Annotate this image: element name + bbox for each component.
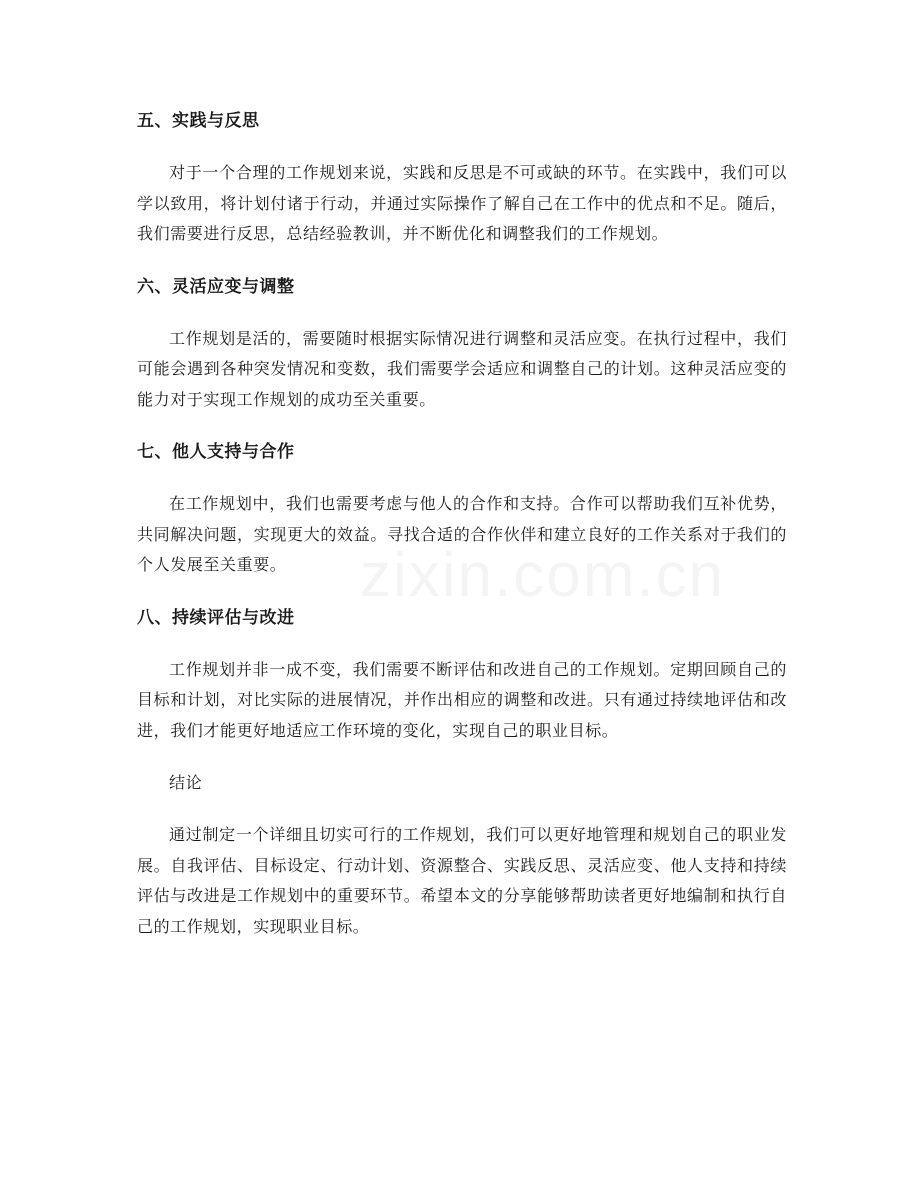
section-paragraph-5: 对于一个合理的工作规划来说，实践和反思是不可或缺的环节。在实践中，我们可以学以致用，将计划付诸于行动，并通过实际操作了解自己在工作中的优点和不足。随后，我们需要进行反思，总结经验教训，并不断优化和调整我们的工作规划。 — [137, 163, 787, 243]
conclusion-paragraph: 通过制定一个详细且切实可行的工作规划，我们可以更好地管理和规划自己的职业发展。自我评估、目标设定、行动计划、资源整合、实践反思、灵活应变、他人支持和持续评估与改进是工作规划中的重要环节。希望本文的分享能够帮助读者更好地编制和执行自己的工作规划，实现职业目标。 — [137, 825, 787, 936]
section-heading-6: 六、灵活应变与调整 — [137, 276, 295, 297]
section-paragraph-7: 在工作规划中，我们也需要考虑与他人的合作和支持。合作可以帮助我们互补优势，共同解决问题，实现更大的效益。寻找合适的合作伙伴和建立良好的工作关系对于我们的个人发展至关重要。 — [137, 494, 787, 574]
section-heading-7: 七、他人支持与合作 — [137, 442, 295, 462]
document-body — [137, 106, 787, 942]
section-heading-8: 八、持续评估与改进 — [137, 607, 295, 628]
section-paragraph-6: 工作规划是活的，需要随时根据实际情况进行调整和灵活应变。在执行过程中，我们可能会遇到各种突发情况和变数，我们需要学会适应和调整自己的计划。这种灵活应变的能力对于实现工作规划的成功至关重要。 — [137, 328, 787, 409]
section-heading-5: 五、实践与反思 — [137, 111, 260, 131]
section-paragraph-8: 工作规划并非一成不变，我们需要不断评估和改进自己的工作规划。定期回顾自己的目标和计划，对比实际的进展情况，并作出相应的调整和改进。只有通过持续地评估和改进，我们才能更好地适应工作环境的变化，实现自己的职业目标。 — [137, 659, 787, 740]
conclusion-label: 结论 — [169, 773, 203, 792]
